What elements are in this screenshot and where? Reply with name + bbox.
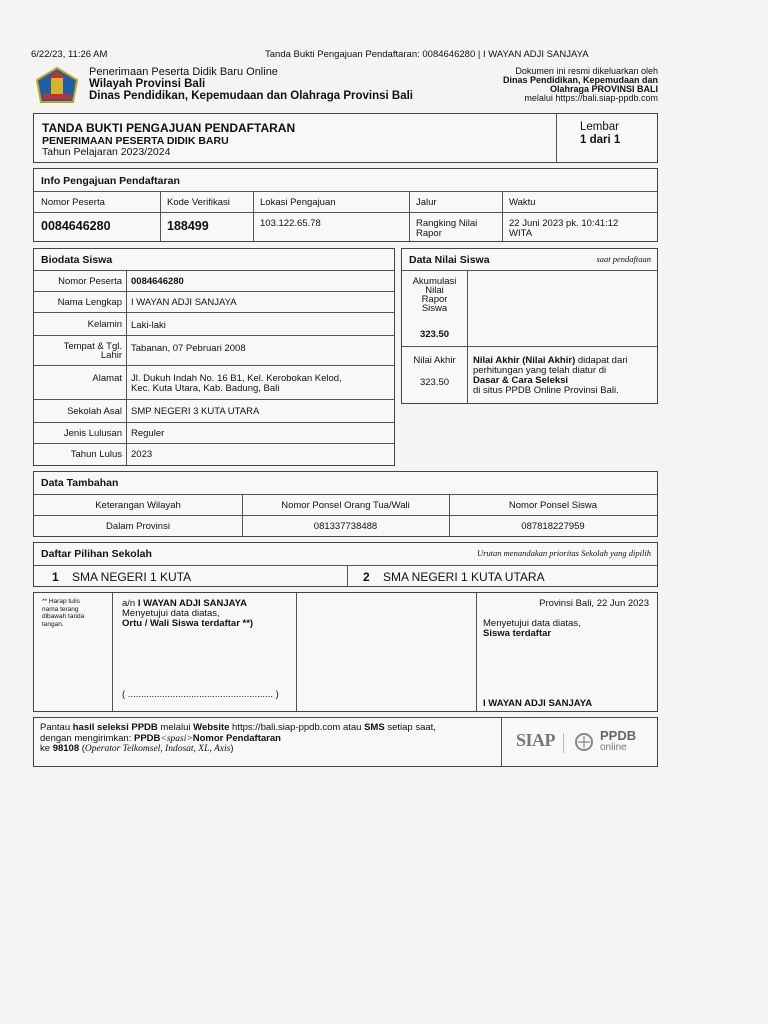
tambahan-value-ponsel-siswa: 087818227959 (521, 521, 585, 532)
tambahan-header-ponsel-siswa: Nomor Ponsel Siswa (508, 500, 598, 511)
nilai-akhir-desc-2: perhitungan yang telah diatur di (473, 365, 607, 376)
bio-label-kelamin: Kelamin (87, 319, 122, 330)
bio-label-ttl-2: Lahir (100, 350, 122, 361)
bio-value-kelamin: Laki-laki (131, 320, 166, 331)
siap-logo: SIAP (516, 730, 556, 750)
academic-year: Tahun Pelajaran 2023/2024 (42, 146, 171, 158)
nilai-note: saat pendaftaan (596, 254, 651, 264)
bio-label-tahun: Tahun Lulus (70, 449, 122, 460)
bio-value-jenis: Reguler (131, 428, 165, 439)
nilai-akhir-desc-1: Nilai Akhir (Nilai Akhir) didapat dari (473, 355, 628, 366)
tambahan-value-ponsel-ortu: 081337738488 (313, 521, 378, 532)
place-date: Provinsi Bali, 22 Jun 2023 (539, 598, 649, 609)
info-pengajuan-section (33, 168, 658, 242)
institution-line-3: Dinas Pendidikan, Kepemudaan dan Olahraga Provinsi Bali (89, 90, 414, 102)
footer-sms-info: Pantau hasil seleksi PPDB melalui Website https://bali.siap-ppdb.com atau SMS setiap saat, dengan mengirimkan: PPDB<spasi>Nomor Pendaftaran ke 98108 (Operator Telkomsel, Indosat, XL, Axis) (40, 722, 436, 754)
print-datetime: 6/22/23, 11:26 AM (31, 49, 108, 60)
tambahan-value-wilayah: Dalam Provinsi (106, 521, 170, 532)
akumulasi-label-4: Siswa (421, 303, 448, 314)
info-waktu-line1: 22 Juni 2023 pk. 10:41:12 (509, 218, 619, 229)
akumulasi-label-2: Nilai (425, 285, 444, 296)
nilai-section (401, 248, 658, 404)
ortu-agree: Menyetujui data diatas, (122, 608, 220, 619)
title-box (33, 113, 658, 163)
info-jalur-line1: Rangking Nilai (416, 218, 478, 229)
info-nomor-peserta: 0084646280 (41, 219, 111, 233)
nilai-akhir-value: 323.50 (419, 377, 450, 388)
akumulasi-label-1: Akumulasi (412, 276, 457, 287)
institution-line-1: Penerimaan Peserta Didik Baru Online (89, 66, 278, 78)
doc-subtitle: PENERIMAAN PESERTA DIDIK BARU (42, 135, 229, 147)
info-waktu-line2: WITA (509, 228, 533, 239)
official-note-2: Dinas Pendidikan, Kepemudaan dan (502, 75, 658, 85)
nilai-akhir-desc-4: di situs PPDB Online Provinsi Bali. (473, 385, 619, 396)
pilihan-title: Daftar Pilihan Sekolah (41, 548, 152, 560)
akumulasi-label-3: Rapor (421, 294, 448, 305)
official-note-3: Olahraga PROVINSI BALI (549, 84, 658, 94)
info-section-title: Info Pengajuan Pendaftaran (41, 175, 180, 187)
footer-section (33, 717, 658, 767)
bio-label-jenis: Jenis Lulusan (63, 428, 122, 439)
bio-label-ttl: Tempat & Tgl. (63, 341, 122, 352)
doc-main-title: TANDA BUKTI PENGAJUAN PENDAFTARAN (42, 121, 296, 135)
info-lokasi: 103.122.65.78 (260, 218, 321, 229)
bio-value-alamat-2: Kec. Kuta Utara, Kab. Badung, Bali (131, 383, 280, 394)
bio-value-tahun: 2023 (131, 449, 153, 460)
pilihan-note: Urutan menandakan prioritas Sekolah yang dipilih (476, 548, 651, 558)
info-header-nomor: Nomor Peserta (41, 197, 105, 208)
ppdb-logo-icon (573, 731, 599, 753)
bio-value-sekolah: SMP NEGERI 3 KUTA UTARA (131, 406, 260, 417)
bio-value-nomor: 0084646280 (131, 276, 184, 287)
siswa-role: Siswa terdaftar (483, 628, 552, 639)
info-header-kode: Kode Verifikasi (167, 197, 230, 208)
bio-label-alamat: Alamat (92, 373, 122, 384)
nilai-akhir-desc-3: Dasar & Cara Seleksi (473, 375, 569, 386)
ppdb-logo-text: PPDB (600, 728, 637, 743)
ortu-signature-blank: ( ....................................................... ) (122, 689, 279, 700)
biodata-title: Biodata Siswa (41, 254, 113, 266)
nilai-title: Data Nilai Siswa (409, 254, 490, 266)
lembar-label: Lembar (580, 121, 619, 133)
ortu-an-line: a/n I WAYAN ADJI SANJAYA (122, 598, 247, 609)
bali-province-logo (33, 66, 81, 106)
bio-label-nama: Nama Lengkap (57, 297, 122, 308)
tambahan-section (33, 471, 658, 537)
info-header-jalur: Jalur (416, 197, 437, 208)
ortu-role: Ortu / Wali Siswa terdaftar **) (122, 618, 254, 629)
pilihan-section (33, 542, 658, 587)
biodata-section (33, 248, 395, 466)
info-header-waktu: Waktu (509, 197, 536, 208)
lembar-value: 1 dari 1 (580, 134, 621, 146)
bio-label-sekolah: Sekolah Asal (67, 406, 122, 417)
signature-note: ** Harap tulis nama terang dibawah tanda tangan. (42, 598, 85, 628)
akumulasi-value: 323.50 (419, 329, 450, 340)
print-doc-title: Tanda Bukti Pengajuan Pendaftaran: 0084646280 | I WAYAN ADJI SANJAYA (265, 49, 589, 60)
pilihan-1-school: SMA NEGERI 1 KUTA (72, 570, 192, 584)
pilihan-1-number: 1 (52, 570, 59, 584)
ppdb-online-text: online (600, 742, 627, 753)
tambahan-title: Data Tambahan (41, 477, 119, 489)
tambahan-header-ponsel-ortu: Nomor Ponsel Orang Tua/Wali (281, 500, 410, 511)
info-jalur-line2: Rapor (416, 228, 442, 239)
info-header-lokasi: Lokasi Pengajuan (260, 197, 336, 208)
official-note-4: melalui https://bali.siap-ppdb.com (524, 93, 658, 103)
bio-value-ttl: Tabanan, 07 Pebruari 2008 (131, 343, 246, 354)
siswa-agree: Menyetujui data diatas, (483, 618, 581, 629)
bio-value-alamat-1: Jl. Dukuh Indah No. 16 B1, Kel. Kerobokan Kelod, (131, 373, 342, 384)
pilihan-2-number: 2 (363, 570, 370, 584)
bio-label-nomor: Nomor Peserta (58, 276, 122, 287)
pilihan-2-school: SMA NEGERI 1 KUTA UTARA (383, 570, 545, 584)
siswa-signature-name: I WAYAN ADJI SANJAYA (483, 698, 593, 709)
info-kode-verifikasi: 188499 (167, 219, 209, 233)
nilai-akhir-label: Nilai Akhir (413, 355, 456, 366)
signature-section (33, 592, 658, 712)
official-note-1: Dokumen ini resmi dikeluarkan oleh (515, 66, 658, 76)
tambahan-header-wilayah: Keterangan Wilayah (95, 500, 181, 511)
bio-value-nama: I WAYAN ADJI SANJAYA (131, 297, 237, 308)
institution-line-2: Wilayah Provinsi Bali (89, 78, 206, 90)
